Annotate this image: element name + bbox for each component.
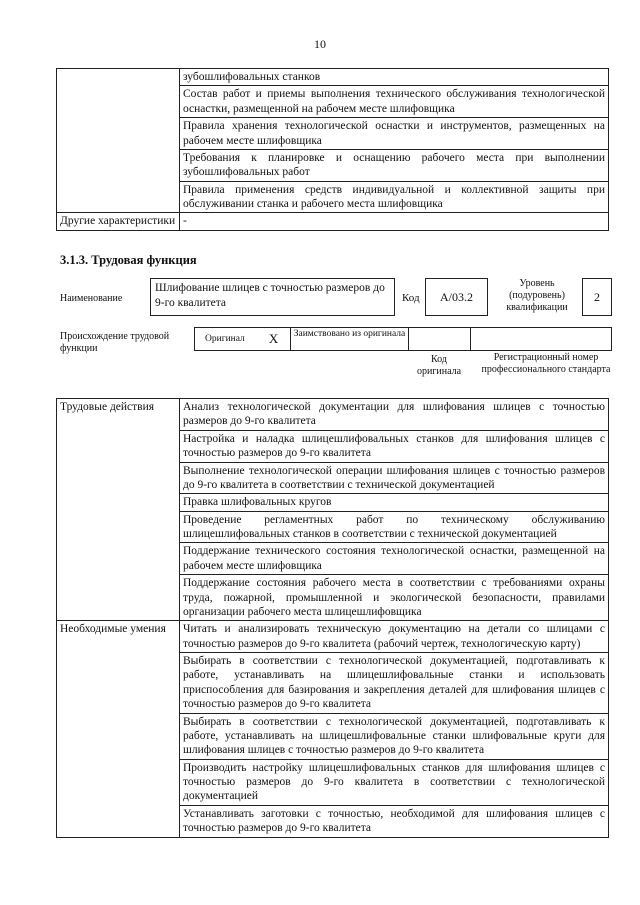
- table-row: [57, 399, 609, 431]
- labor-action-cell: Проведение регламентных работ по техническому обслуживанию шлицешлифовальных станков в соответствии с технической документацией: [180, 511, 609, 543]
- skills-label: Необходимые умения: [57, 621, 180, 837]
- empty-label-cell: [57, 69, 180, 213]
- labor-action-cell: Поддержание состояния рабочего места в соответствии с требованиями охраны труда, пожарной, промышленной и экологической безопасности, правилами организации рабочего места шлицешлифовщика: [180, 575, 609, 621]
- code-original-caption: Код оригинала: [416, 354, 462, 377]
- origin-label: Происхождение трудовой функции: [60, 331, 170, 354]
- reg-number-cell: [471, 328, 611, 350]
- requirements-continuation-table: [56, 68, 609, 231]
- qualification-level-label: Уровень (подуровень) квалификации: [506, 278, 568, 313]
- labor-action-cell: Анализ технологической документации для шлифования шлицев с точностью размеров до 9-го квалитета: [180, 399, 609, 431]
- other-characteristics-value: -: [180, 213, 609, 230]
- table-row: [57, 69, 609, 86]
- table-cell: Правила применения средств индивидуальной и коллективной защиты при обслуживании станка и рабочего места шлифовщика: [180, 181, 609, 213]
- name-label: Наименование: [60, 293, 123, 304]
- skill-cell: Выбирать в соответствии с технологической документацией, подготавливать к работе, устанавливать на шлицешлифовальные станки шлифовальные круги для шлифования шлицев с точностью размеров до 9-го квалитета: [180, 713, 609, 759]
- reg-number-caption: Регистрационный номер профессионального стандарта: [481, 352, 611, 375]
- table-cell: Требования к планировке и оснащению рабочего места при выполнении зубошлифовальных работ: [180, 149, 609, 181]
- skill-cell: Производить настройку шлицешлифовальных станков для шлифования шлицев с точностью размеров до 9-го квалитета в соответствии с технологической документацией: [180, 759, 609, 805]
- labor-action-cell: Поддержание технического состояния технологической оснастки, размещенной на рабочем месте шлифовщика: [180, 543, 609, 575]
- skill-cell: Читать и анализировать техническую документацию на детали со шлицами с точностью размеров до 9-го квалитета (рабочий чертеж, технологическую карту): [180, 621, 609, 653]
- labor-action-cell: Настройка и наладка шлицешлифовальных станков для шлифования шлицев с точностью размеров до 9-го квалитета: [180, 430, 609, 462]
- section-title: 3.1.3. Трудовая функция: [60, 253, 197, 267]
- function-code-box: А/03.2: [425, 278, 488, 316]
- origin-row: [194, 327, 612, 351]
- skill-cell: Устанавливать заготовки с точностью, необходимой для шлифования шлицев с точностью размеров до 9-го квалитета: [180, 805, 609, 837]
- labor-actions-label: Трудовые действия: [57, 399, 180, 621]
- page-number: 10: [314, 37, 326, 51]
- labor-function-table: [56, 398, 609, 838]
- labor-action-cell: Правка шлифовальных кругов: [180, 494, 609, 511]
- table-row: [57, 213, 609, 230]
- table-cell: Правила хранения технологической оснастки и инструментов, размещенных на рабочем месте шлифовщика: [180, 118, 609, 150]
- table-cell: Состав работ и приемы выполнения технического обслуживания технологической оснастки, размещенной на рабочем месте шлифовщика: [180, 86, 609, 118]
- code-label: Код: [402, 292, 420, 304]
- skill-cell: Выбирать в соответствии с технологической документацией, подготавливать к работе, устанавливать на шлицешлифовальные станки и использовать приспособления для базирования и закрепления деталей для шлифования шлицев с точностью размеров до 9-го квалитета: [180, 653, 609, 714]
- original-cell: [195, 328, 291, 350]
- function-name-box: Шлифование шлицев с точностью размеров до 9-го квалитета: [150, 278, 395, 316]
- qualification-level-box: 2: [582, 278, 612, 316]
- table-cell: зубошлифовальных станков: [180, 69, 609, 86]
- other-characteristics-label: Другие характеристики: [57, 213, 180, 230]
- labor-action-cell: Выполнение технологической операции шлифования шлицев с точностью размеров до 9-го квалитета в соответствии с технической документацией: [180, 462, 609, 494]
- code-original-cell: [409, 328, 471, 350]
- original-mark: X: [268, 330, 279, 346]
- borrowed-cell: Заимствовано из оригинала: [291, 328, 409, 350]
- original-label: Оригинал: [205, 333, 245, 344]
- table-row: [57, 621, 609, 653]
